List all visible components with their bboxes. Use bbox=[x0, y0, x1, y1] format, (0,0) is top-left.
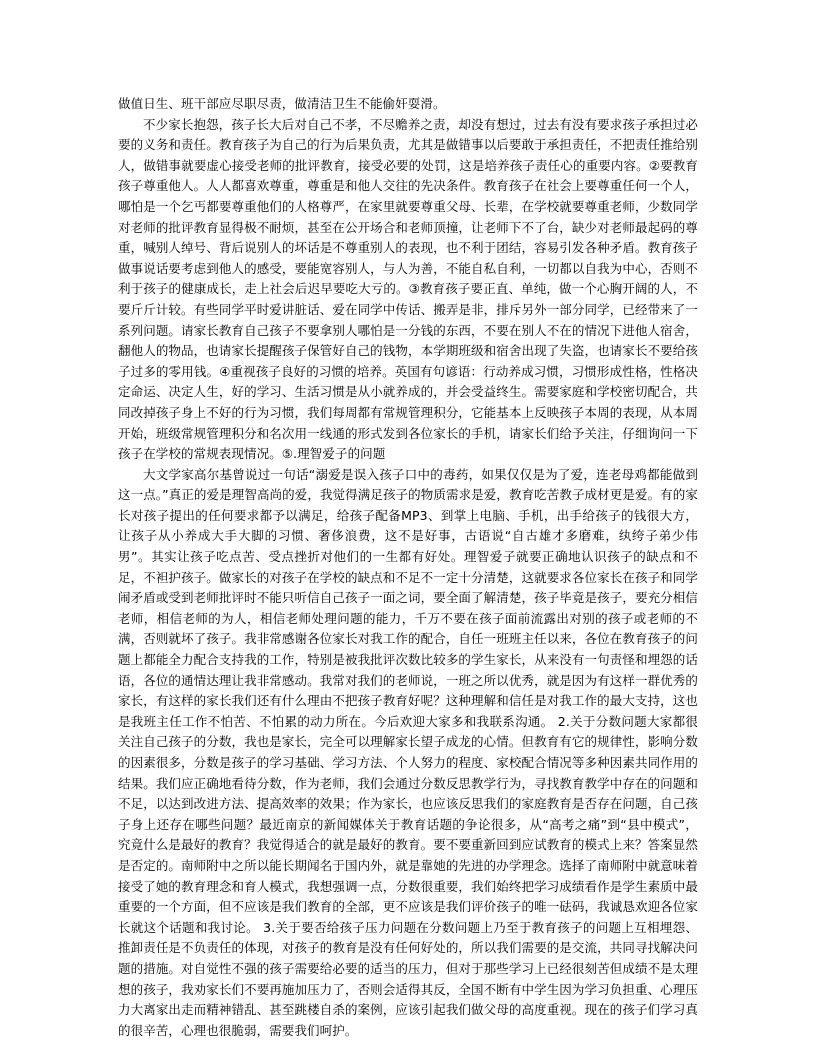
paragraph-duty-closing: 做值日生、班干部应尽职尽责，做清洁卫生不能偷奸耍滑。 bbox=[118, 96, 446, 111]
paragraph-rational-love-scores: 大文学家高尔基曾说过一句话“溺爱是误入孩子口中的毒药，如果仅仅是为了爱，连老母鸡都能做到这一点。”真正的爱是理智高尚的爱，我觉得满足孩子的物质需求是爱，教育吃苦教子成材更是爱。有的家长对孩子提出的任何要求都予以满足，给孩子配备MP3、到掌上电脑、手机，出手给孩子的钱很大方，让孩子从小养成大手大脚的习惯、奢侈浪费，这不是好事，古语说“自古雄才多磨难，纨绔子弟少伟男”。其实让孩子吃点苦、受点挫折对他们的一生都有好处。理智爱子就要正确地认识孩子的缺点和不足，不袒护孩子。做家长的对孩子在学校的缺点和不足不一定十分清楚，这就要求各位家长在孩子和同学闹矛盾或受到老师批评时不能只听信自己孩子一面之词，要全面了解清楚，孩子毕竟是孩子，要充分相信老师，相信老师的为人，相信老师处理问题的能力，千万不要在孩子面前流露出对别的孩子或老师的不满，否则就坏了孩子。我非常感谢各位家长对我工作的配合，自任一班班主任以来，各位在教育孩子的问题上都能全力配合支持我的工作，特别是被我批评次数比较多的学生家长，从来没有一句责怪和埋怨的话语，各位的通情达理让我非常感动。我常对我们的老师说，一班之所以优秀，就是因为有这样一群优秀的家长，有这样的家长我们还有什么理由不把孩子教育好呢？这种理解和信任是对我工作的最大支持，这也是我班主任工作不怕苦、不怕累的动力所在。今后欢迎大家多和我联系沟通。 2.关于分数问题大家都很关注自己孩子的分数，我也是家长，完全可以理解家长望子成龙的心情。但教育有它的规律性，影响分数的因素很多，分数是孩子的学习基础、学习方法、个人努力的程度、家校配合情况等多种因素共同作用的结果。我们应正确地看待分数，作为老师，我们会通过分数反思教学行为，寻找教育教学中存在的问题和不足，以达到改进方法、提高效率的效果；作为家长，也应该反思我们的家庭教育是否存在问题，自己孩子身上还存在哪些问题？最近南京的新闻媒体关于教育话题的争论很多，从“高考之痛”到“县中模式”，究竟什么是最好的教育？我觉得适合的就是最好的教育。要不要重新回到应试教育的模式上来？答案显然是否定的。南师附中之所以能长期闻名于国内外，就是靠她的先进的办学理念。选择了南师附中就意味着接受了她的教育理念和育人模式，我想强调一点，分数很重要，我们始终把学习成绩看作是学生素质中最重要的一个方面，但不应该是我们教育的全部，更不应该是我们评价孩子的唯一砝码，我诚恳欢迎各位家长就这个话题和我讨论。 3.关于要否给孩子压力问题在分数问题上乃至于教育孩子的问题上互相埋怨、推卸责任是不负责任的体现，对孩子的教育是没有任何好处的，所以我们需要的是交流，共同寻找解决问题的措施。对自觉性不强的孩子需要给必要的适当的压力，但对于那些学习上已经很刻苦但成绩不是太理想的孩子，我劝家长们不要再施加压力了，否则会适得其反，全国不断有中学生因为学习负担重、心理压力大离家出走而精神错乱、甚至跳楼自杀的案例，应该引起我们做父母的高度重视。现在的孩子们学习真的很辛苦，心理也很脆弱，需要我们呵护。 bbox=[118, 466, 698, 1038]
document-page bbox=[118, 94, 698, 1041]
paragraph-responsibility-respect: 不少家长抱怨，孩子长大后对自己不孝，不尽赡养之责，却没有想过，过去有没有要求孩子承担过必要的义务和责任。教育孩子为自己的行为后果负责，尤其是做错事以后要敢于承担责任，不把责任推给别人，做错事就要虚心接受老师的批评教育，接受必要的处罚，这是培养孩子责任心的重要内容。②要教育孩子尊重他人。人人都喜欢尊重，尊重是和他人交往的先决条件。教育孩子在社会上要尊重任何一个人，哪怕是一个乞丐都要尊重他们的人格尊严，在家里就要尊重父母、长辈，在学校就要尊重老师，少数同学对老师的批评教育显得极不耐烦，甚至在公开场合和老师顶撞，让老师下不了台，缺少对老师最起码的尊重，喊别人绰号、背后说别人的坏话是不尊重别人的表现，也不利于团结，容易引发各种矛盾。教育孩子做事说话要考虑到他人的感受，要能宽容别人，与人为善，不能自私自利，一切都以自我为中心，否则不利于孩子的健康成长，走上社会后迟早要吃大亏的。③教育孩子要正直、单纯，做一个心胸开阔的人，不要斤斤计较。有些同学平时爱讲脏话、爱在同学中传话、搬弄是非，排斥另外一部分同学，已经带来了一系列问题。请家长教育自己孩子不要拿别人哪怕是一分钱的东西，不要在别人不在的情况下进他人宿舍，翻他人的物品，也请家长提醒孩子保管好自己的钱物，本学期班级和宿舍出现了失盗，也请家长不要给孩子过多的零用钱。④重视孩子良好的习惯的培养。英国有句谚语：行动养成习惯，习惯形成性格，性格决定命运、决定人生，好的学习、生活习惯是从小就养成的，并会受益终生。需要家庭和学校密切配合，共同改掉孩子身上不好的行为习惯，我们每周都有常规管理积分，它能基本上反映孩子本周的表现，从本周开始，班级常规管理积分和名次用一线通的形式发到各位家长的手机，请家长们给予关注，仔细询问一下孩子在学校的常规表现情况。⑤.理智爱子的问题 bbox=[118, 116, 698, 462]
